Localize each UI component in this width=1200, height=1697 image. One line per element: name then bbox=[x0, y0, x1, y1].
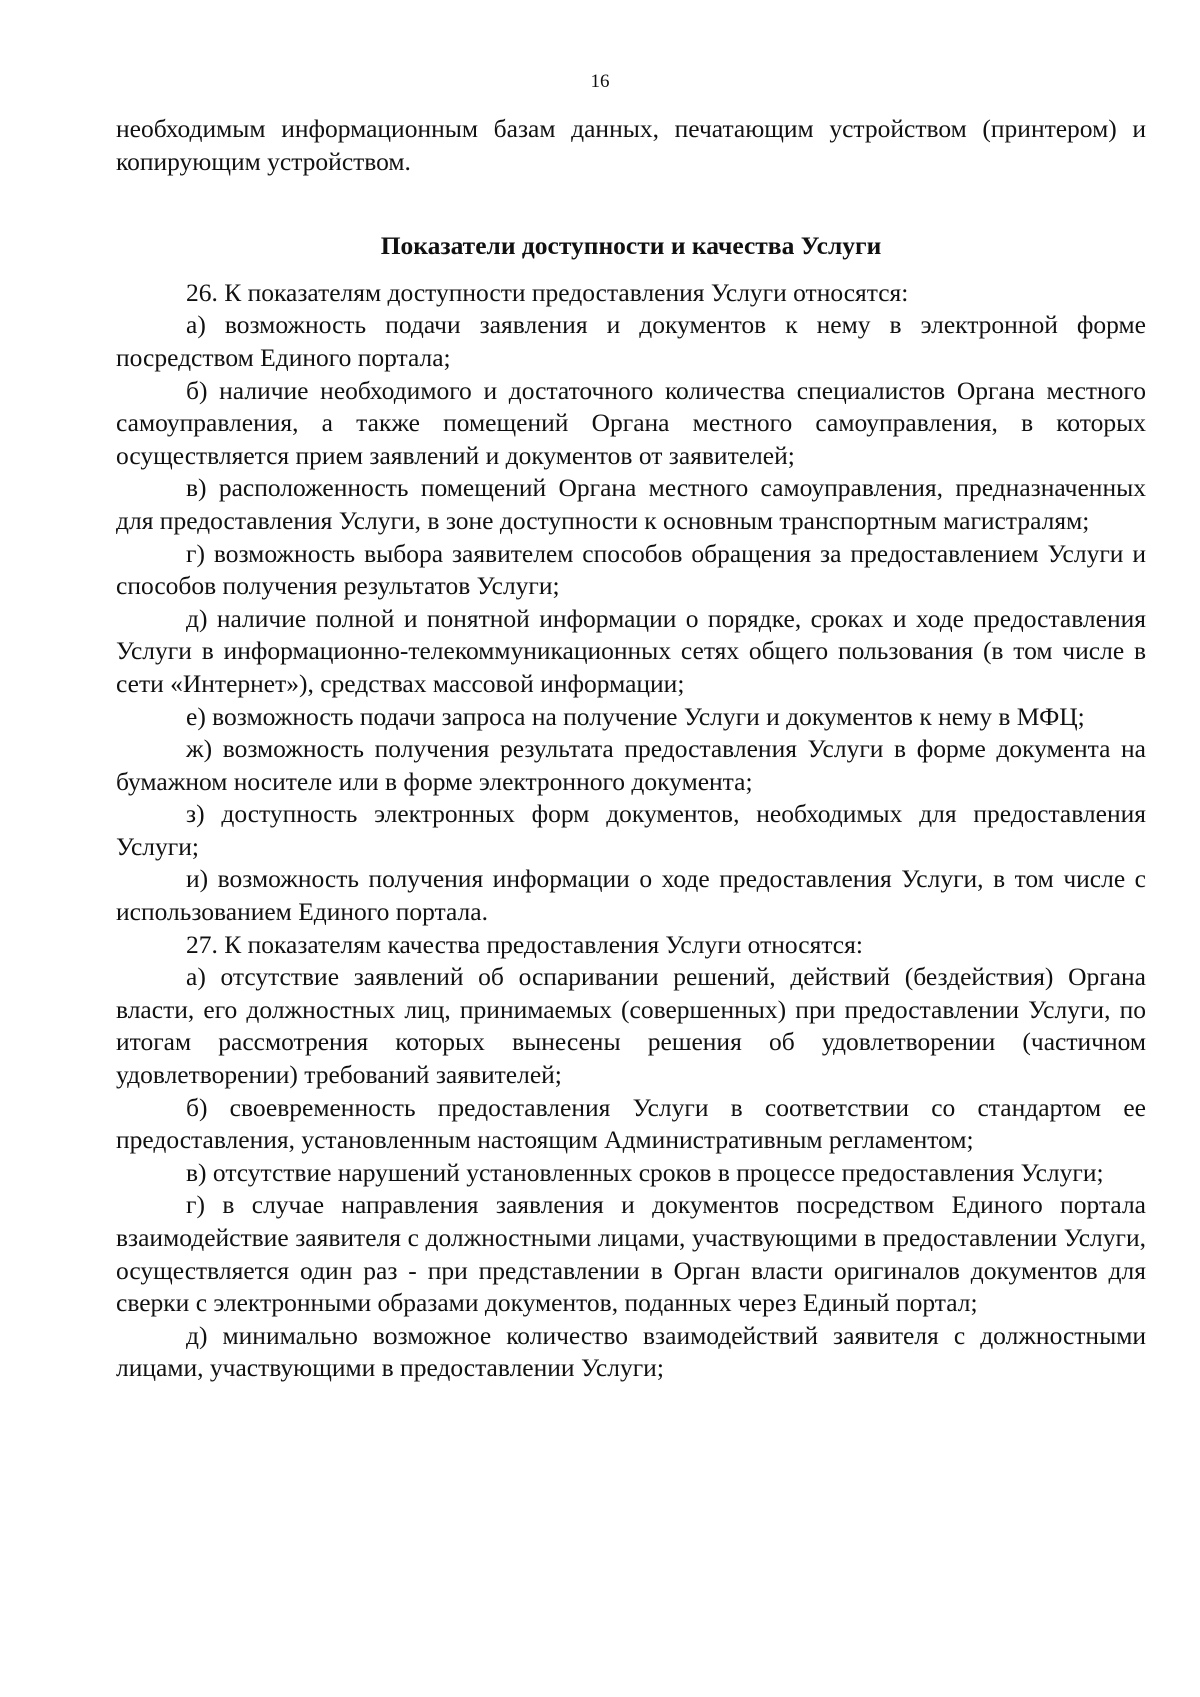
section-title: Показатели доступности и качества Услуги bbox=[380, 231, 882, 261]
document-body bbox=[116, 113, 1146, 1385]
paragraph: г) в случае направления заявления и документов посредством Единого портала взаимодействие заявителя с должностными лицами, участвующими в предоставлении Услуги, осуществляется один раз - при представлении в Орган власти оригиналов документов для сверки с электронными образами документов, поданных через Единый портал; bbox=[116, 1190, 1146, 1318]
paragraph: д) наличие полной и понятной информации о порядке, сроках и ходе предоставления Услуги в информационно-телекоммуникационных сетях общего пользования (в том числе в сети «Интернет»), средствах массовой информации; bbox=[116, 603, 1146, 698]
paragraph: в) расположенность помещений Органа местного самоуправления, предназначенных для предоставления Услуги, в зоне доступности к основным транспортным магистралям; bbox=[116, 473, 1146, 535]
page-number: 16 bbox=[590, 71, 610, 92]
paragraph: а) возможность подачи заявления и документов к нему в электронной форме посредством Единого портала; bbox=[116, 310, 1146, 372]
paragraph: а) отсутствие заявлений об оспаривании решений, действий (бездействия) Органа власти, его должностных лиц, принимаемых (совершенных) при предоставлении Услуги, по итогам рассмотрения которых вынесены решения об удовлетворении (частичном удовлетворении) требований заявителей; bbox=[116, 962, 1146, 1090]
paragraph: б) наличие необходимого и достаточного количества специалистов Органа местного самоуправления, а также помещений Органа местного самоуправления, в которых осуществляется прием заявлений и документов от заявителей; bbox=[116, 375, 1146, 470]
paragraph: з) доступность электронных форм документов, необходимых для предоставления Услуги; bbox=[116, 799, 1146, 861]
paragraph: б) своевременность предоставления Услуги в соответствии со стандартом ее предоставления, установленным настоящим Административным регламентом; bbox=[116, 1092, 1146, 1155]
paragraph: в) отсутствие нарушений установленных сроков в процессе предоставления Услуги; bbox=[186, 1157, 1104, 1187]
paragraph: 26. К показателям доступности предоставления Услуги относятся: bbox=[186, 277, 909, 307]
paragraph: г) возможность выбора заявителем способов обращения за предоставлением Услуги и способов получения результатов Услуги; bbox=[116, 538, 1146, 601]
continuation-text: необходимым информационным базам данных, печатающим устройством (принтером) и копирующим устройством. bbox=[116, 114, 1146, 176]
paragraph: д) минимально возможное количество взаимодействий заявителя с должностными лицами, участвующими в предоставлении Услуги; bbox=[116, 1320, 1146, 1383]
paragraph: е) возможность подачи запроса на получение Услуги и документов к нему в МФЦ; bbox=[186, 701, 1085, 731]
paragraph: и) возможность получения информации о ходе предоставления Услуги, в том числе с использованием Единого портала. bbox=[116, 864, 1146, 927]
paragraph: ж) возможность получения результата предоставления Услуги в форме документа на бумажном носителе или в форме электронного документа; bbox=[116, 734, 1146, 796]
paragraph: 27. К показателям качества предоставления Услуги относятся: bbox=[186, 929, 863, 959]
